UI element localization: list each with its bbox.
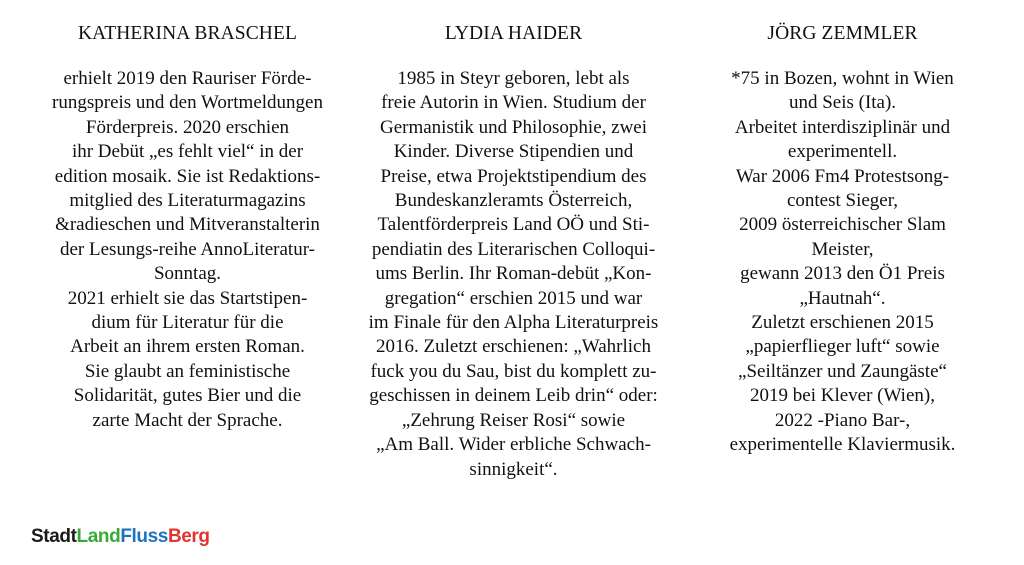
stadtlandflussberg-logo	[31, 526, 210, 548]
bio-line: „papierflieger luft“ sowie	[745, 336, 940, 358]
logo-part-stadt: Stadt	[31, 526, 77, 547]
bio-line: gregation“ erschien 2015 und war	[384, 287, 643, 309]
bio-line: „Hautnah“.	[799, 287, 886, 309]
logo-part-land: Land	[76, 526, 121, 547]
bio-line: War 2006 Fm4 Protestsong-	[735, 165, 950, 187]
bio-line: erhielt 2019 den Rauriser Förde-	[63, 68, 312, 89]
bio-line: 1985 in Steyr geboren, lebt als	[397, 68, 630, 89]
bio-line: rungspreis und den Wortmeldungen	[52, 92, 323, 114]
author-bio	[700, 67, 985, 458]
bio-line: Preise, etwa Projektstipendium des	[380, 165, 647, 187]
bio-line: edition mosaik. Sie ist Redaktions-	[54, 165, 321, 187]
author-bio	[355, 67, 672, 482]
bio-line: freie Autorin in Wien. Studium der	[381, 92, 646, 114]
bio-line: Meister,	[811, 238, 874, 260]
bio-line: im Finale für den Alpha Literaturpreis	[368, 312, 659, 334]
bio-line: contest Sieger,	[786, 190, 899, 212]
bio-line: der Lesungs-reihe AnnoLiteratur-	[60, 238, 315, 260]
author-name: LYDIA HAIDER	[444, 23, 583, 44]
bio-line: pendiatin des Literarischen Colloqui-	[371, 238, 656, 260]
bio-line: Förderpreis. 2020 erschien	[85, 116, 290, 138]
bio-line: Talentförderpreis Land OÖ und Sti-	[377, 214, 650, 236]
bio-line: Solidarität, gutes Bier und die	[73, 385, 302, 407]
bio-line: 2021 erhielt sie das Startstipen-	[67, 287, 308, 309]
author-column-zemmler	[700, 22, 985, 458]
bio-line: Germanistik und Philosophie, zwei	[379, 116, 648, 138]
bio-line: und Seis (Ita).	[788, 92, 897, 114]
bio-line: 2016. Zuletzt erschienen: „Wahrlich	[376, 336, 651, 358]
bio-line: 2022 -Piano Bar-,	[774, 409, 911, 431]
bio-line: experimentelle Klaviermusik.	[729, 434, 956, 456]
bio-line: gewann 2013 den Ö1 Preis	[740, 263, 945, 285]
bio-line: Sonntag.	[153, 263, 222, 285]
bio-line: dium für Literatur für die	[91, 312, 284, 334]
bio-line: Kinder. Diverse Stipendien und	[393, 141, 634, 163]
author-name: JÖRG ZEMMLER	[767, 23, 918, 44]
bio-line: 2009 österreichischer Slam	[739, 214, 946, 236]
bio-line: *75 in Bozen, wohnt in Wien	[731, 68, 954, 89]
author-name: KATHERINA BRASCHEL	[77, 23, 298, 44]
author-column-braschel	[35, 22, 340, 433]
bio-line: &radieschen und Mitveranstalterin	[55, 214, 320, 236]
bio-line: zarte Macht der Sprache.	[92, 409, 283, 431]
bio-line: „Am Ball. Wider erbliche Schwach-	[376, 434, 651, 456]
bio-line: ihr Debüt „es fehlt viel“ in der	[71, 141, 304, 163]
bio-line: ums Berlin. Ihr Roman-debüt „Kon-	[375, 263, 652, 285]
bio-line: „Seiltänzer und Zaungäste“	[738, 360, 947, 382]
bio-line: sinnigkeit“.	[469, 458, 558, 480]
logo-part-fluss: Fluss	[120, 526, 168, 547]
bio-line: geschissen in deinem Leib drin“ oder:	[369, 385, 658, 407]
bio-line: Arbeit an ihrem ersten Roman.	[70, 336, 305, 358]
author-bio	[35, 67, 340, 433]
bio-line: 2019 bei Klever (Wien),	[750, 385, 935, 407]
bio-line: Zuletzt erschienen 2015	[751, 312, 934, 334]
bio-line: experimentell.	[787, 141, 898, 163]
bio-line: fuck you du Sau, bist du komplett zu-	[370, 360, 657, 382]
bio-line: Bundeskanzleramts Österreich,	[394, 190, 633, 212]
logo-part-berg: Berg	[167, 526, 210, 547]
bio-line: Sie glaubt an feministische	[84, 360, 291, 382]
bio-line: „Zehrung Reiser Rosi“ sowie	[401, 409, 626, 431]
bio-line: Arbeitet interdisziplinär und	[734, 116, 951, 138]
author-column-haider	[355, 22, 672, 482]
bio-line: mitglied des Literaturmagazins	[69, 190, 306, 212]
